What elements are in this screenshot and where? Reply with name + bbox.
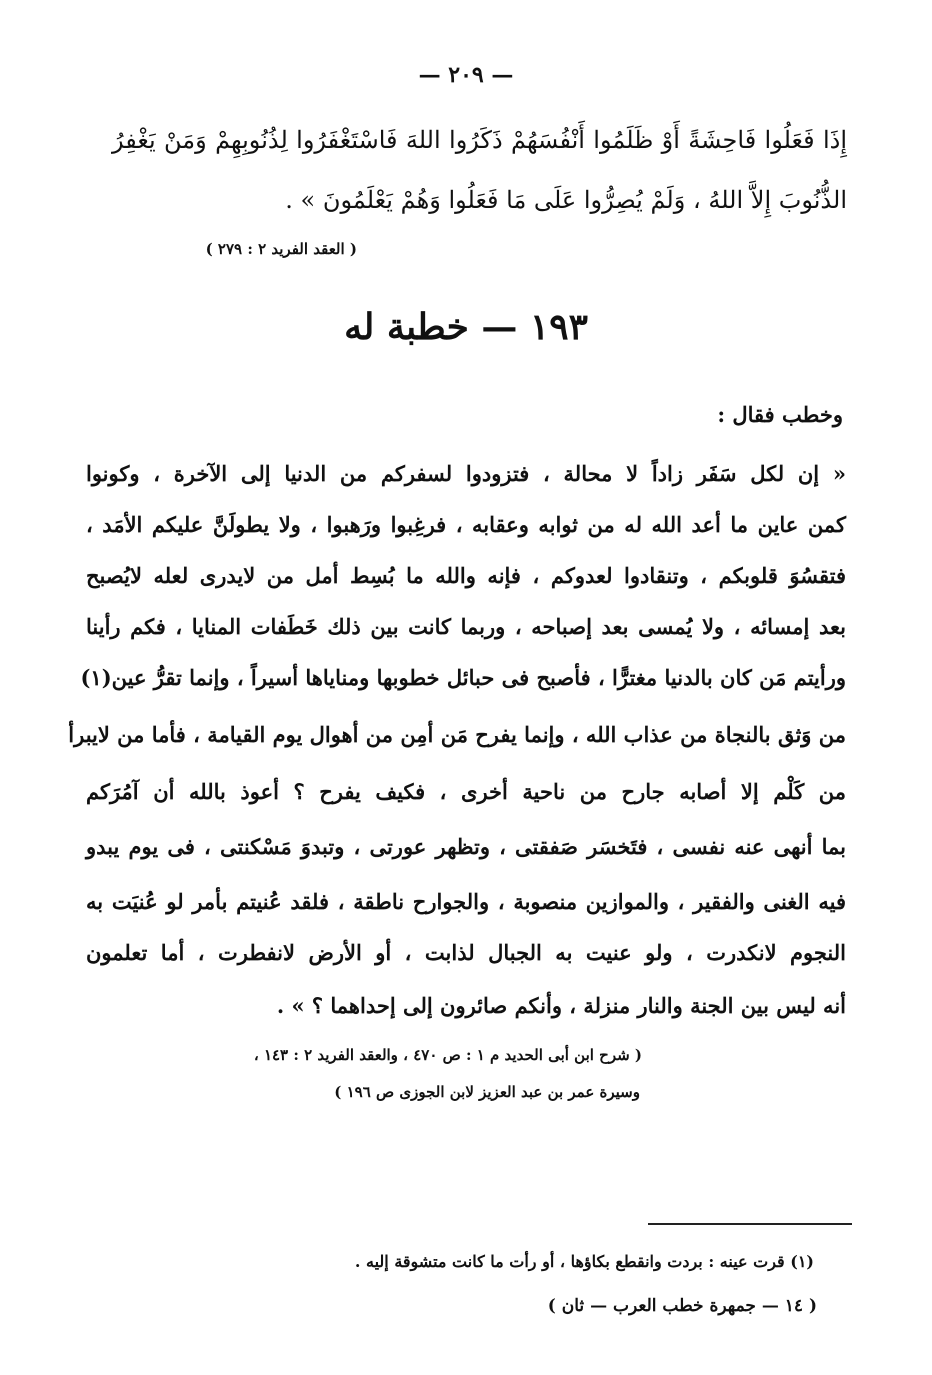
speech-line: من كَلْم إلا أصابه جارح من ناحية أخرى ، فكيف يفرح ؟ أعوذ بالله أن آمُرَكم [86,779,846,804]
book-signature: ( ١٤ — جمهرة خطب العرب — ثان ) [547,1296,817,1316]
speech-line: فيه الغنى والفقير ، والموازين منصوبة ، والجوارح ناطقة ، فلقد عُنيتم بأمر لو عُنيَت به [86,889,846,914]
speech-line: كمن عاين ما أعد الله له من ثوابه وعقابه ، فرغِبوا ورَهبوا ، ولا يطولَنَّ عليكم الأمَد ، [86,512,846,537]
speech-line: ورأيتم مَن كان بالدنيا مغترًّا ، فأصبح فى حبائل خطوبها ومناياها أسيراً ، وإنما تقرُّ عين(١) [80,665,846,690]
footnote-divider [648,1223,852,1225]
verse-citation: ( العقد الفريد ٢ : ٢٧٩ ) [205,240,357,258]
speech-line: أنه ليس بين الجنة والنار منزلة ، وأنكم صائرون إلى إحداهما ؟ » . [276,993,846,1018]
speech-line: فتقسُوَ قلوبكم ، وتنقادوا لعدوكم ، فإنه والله ما بُسِط أمل من لايدرى لعله لايُصبح [86,563,846,588]
speech-line: النجوم لانكدرت ، ولو عنيت به الجبال لذابت ، أو الأرض لانفطرت ، أما تعلمون [86,940,846,965]
quran-verse-line-1: إِذَا فَعَلُوا فَاحِشَةً أَوْ ظَلَمُوا أَنْفُسَهُمْ ذَكَرُوا اللهَ فَاسْتَغْفَرُوا لِذُنُوبِهِمْ وَمَنْ يَغْفِرُ [112,126,847,154]
speech-line: « إن لكل سَفَر زاداً لا محالة ، فتزودوا لسفركم من الدنيا إلى الآخرة ، وكونوا [86,461,846,486]
speech-line: من وَثق بالنجاة من عذاب الله ، وإنما يفرح مَن أمِن من أهوال يوم القيامة ، فأما من لايبرأ [68,722,846,747]
speech-intro: وخطب فقال : [717,402,843,427]
footnote: (١) قرت عينه : بردت وانقطع بكاؤها ، أو رأت ما كانت متشوقة إليه . [354,1252,814,1271]
speech-line: بما أنهى عنه نفسى ، فتَخسَر صَفقتى ، وتظهر عورتى ، وتبدوَ مَسْكنتى ، فى يوم يبدو [86,834,846,859]
quran-verse-line-2: الذُّنُوبَ إِلاَّ اللهُ ، وَلَمْ يُصِرُّوا عَلَى مَا فَعَلُوا وَهُمْ يَعْلَمُونَ » . [285,186,847,214]
section-title: ١٩٣ — خطبة له [344,306,588,348]
speech-citation-line-2: وسيرة عمر بن عبد العزيز لابن الجوزى ص ١٩٦ ) [334,1083,640,1101]
page-number: — ٢٠٩ — [418,62,514,88]
speech-citation-line-1: ( شرح ابن أبى الحديد م ١ : ص ٤٧٠ ، والعقد الفريد ٢ : ١٤٣ ، [253,1046,642,1064]
speech-line: بعد إمسائه ، ولا يُمسى بعد إصباحه ، وربما كانت بين ذلك خَطَفات المنايا ، فكم رأينا [86,614,846,639]
